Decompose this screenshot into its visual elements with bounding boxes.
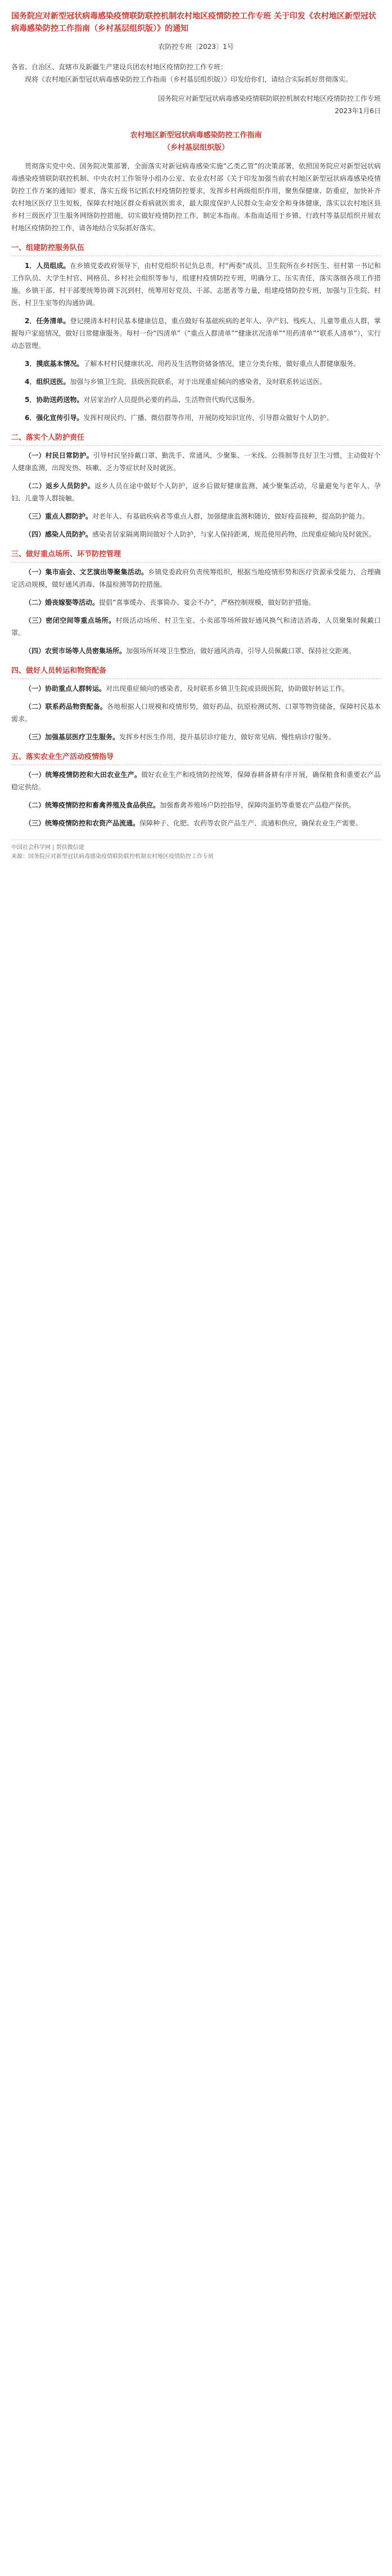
item-text: 对出现重症倾向的感染者，及时联系乡镇卫生院或县级医院，协助做好转运工作。 (106, 685, 349, 693)
notice-title: 国务院应对新型冠状病毒感染疫情联防联控机制农村地区疫情防控工作专班 关于印发《农村地区新型冠状病毒感染防控工作指南（乡村基层组织版）》的通知 (11, 12, 376, 33)
item-text: 加强与乡镇卫生院、县级医院联系，对于出现重症倾向的感染者，及时联系转运送医。 (70, 378, 327, 386)
item-lead: 4．组织送医。 (25, 378, 70, 386)
item-lead: （三）重点人群防护。 (25, 512, 93, 520)
section-item (11, 645, 381, 657)
item-text: 乡镇党委政府负责统筹组织，根据当地疫情形势和医疗资源承受能力，合理确定活动规模，做好通风消毒、体温检测等防控措施。 (11, 568, 381, 588)
footer (11, 840, 381, 861)
item-text: 返乡人员在途中做好个人防护，返乡后做好健康监测，减少聚集活动，尽量避免与老年人、孕妇、儿童等人群接触。 (11, 482, 381, 502)
item-lead: 6．强化宣传引导。 (25, 414, 84, 422)
item-lead: （三）统筹疫情防控和农资产品流通。 (25, 819, 140, 827)
section-item (11, 358, 381, 370)
section-item (11, 700, 381, 725)
section-item (11, 817, 381, 829)
section-heading: 四、做好人员转运和物资配备 (11, 665, 381, 679)
section-item (11, 412, 381, 424)
item-lead: 3．摸底基本情况。 (25, 360, 84, 368)
item-text: 发挥乡村医生作用，提升基层诊疗能力，做好常见病、慢性病诊疗服务。 (119, 733, 336, 741)
document (0, 0, 392, 869)
item-lead: 5．协助送药送物。 (25, 396, 84, 404)
item-text: 做好农业生产和疫情防控统筹，保障春耕备耕有序开展，确保粮食和重要农产品稳定供给。 (11, 771, 381, 791)
section-item (11, 260, 381, 309)
item-text: 对居家治疗人员提供必要的药品、生活物资代购代送服务。 (83, 396, 259, 404)
section-heading: 二、落实个人防护责任 (11, 432, 381, 446)
section-item (11, 799, 381, 811)
item-text: 了解本村村民健康状况、用药及生活物资储备情况，建立分类台账，做好重点人群健康服务。 (83, 360, 361, 368)
section-item (11, 528, 381, 541)
item-text: 各地根据人口规模和疫情形势，做好药品、抗原检测试剂、口罩等物资储备，保障村民基本需求。 (11, 703, 381, 723)
item-lead: （一）统筹疫情防控和大田农业生产。 (25, 771, 141, 779)
section-item (11, 596, 381, 609)
item-lead: （一）集市庙会、文艺演出等聚集活动。 (25, 568, 148, 576)
item-text: 加强畜禽养殖场户防控指导，保障肉蛋奶等重要农产品稳产保供。 (160, 801, 356, 809)
item-text: 村级活动场所、村卫生室、小卖部等场所做好通风换气和清洁消毒，人员聚集时佩戴口罩。 (11, 617, 381, 637)
section-item (11, 376, 381, 388)
section-heading: 五、落实农业生产活动疫情指导 (11, 751, 381, 765)
item-lead: 1．人员组成。 (25, 262, 70, 270)
item-lead: （四）感染人员防护。 (25, 530, 93, 538)
item-text: 提倡“喜事缓办、丧事简办、宴会不办”，严格控制规模，做好防护措施。 (99, 599, 316, 606)
section-item (11, 449, 381, 474)
item-text: 对老年人、有基础疾病者等重点人群，加强健康监测和随访，做好疫苗接种，提高防护能力。 (92, 512, 370, 520)
section-heading: 一、组建防控服务队伍 (11, 242, 381, 256)
section-heading: 三、做好重点场所、环节防控管理 (11, 548, 381, 562)
section-item (11, 566, 381, 591)
item-text: 引导村民坚持戴口罩、勤洗手、常通风、少聚集、一米线、公筷制等良好卫生习惯，主动做好个人健康监测，出现发热、咳嗽、乏力等症状时及时就医。 (11, 452, 381, 472)
section-item (11, 769, 381, 793)
item-lead: （二）返乡人员防护。 (25, 482, 95, 490)
item-lead: （二）婚丧嫁娶等活动。 (25, 599, 100, 606)
guide-intro: 贯彻落实党中央、国务院决策部署，全面落实对新冠病毒感染实施“乙类乙管”的决策部署，依照国务院应对新型冠状病毒感染疫情联防联控机制、中央农村工作领导小组办公室、农业农村部《关于印发加强当前农村地区新型冠状病毒感染疫情防控工作方案的通知》要求，落实五级书记抓农村疫情防控要求，发挥乡村两级组织作用，聚焦保健康、防重症，加快补齐农村地区医疗卫生短板，保障农村地区群众看病就医需求，最大限度保护人民群众生命安全和身体健康，落实以农村地区县乡村三级医疗卫生服务网络防控措施，切实做好疫情防控工作，制定本指南。本指南适用于乡镇、行政村等基层组织开展农村地区疫情防控工作，请各地结合实际抓好落实。 (11, 162, 381, 232)
item-lead: （三）加强基层医疗卫生服务。 (25, 733, 120, 741)
section-item (11, 394, 381, 406)
section-item (11, 315, 381, 352)
section-item (11, 480, 381, 505)
item-text: 发挥村规民约、广播、微信群等作用，开展防疫知识宣传，引导群众做好个人防护。 (83, 414, 334, 422)
section-item (11, 510, 381, 523)
item-lead: （二）联系药品物资配备。 (25, 703, 107, 711)
item-lead: （一）协助重点人群转运。 (25, 685, 106, 693)
item-text: 加强场所环境卫生整治，做好通风消毒，引导人员佩戴口罩、保持社交距离。 (126, 647, 356, 655)
item-text: 登记摸清本村村民基本健康信息，重点做好有基础疾病的老年人、孕产妇、残疾人、儿童等重点人群，掌握每户家庭情况，做好日常健康服务。每村一份“四清单”（“重点人群清单”“健康状况清单”“用药清单”“联系人清单”），实行动态管理。 (11, 317, 381, 350)
section-item (11, 614, 381, 639)
guide-title: 农村地区新型冠状病毒感染防控工作指南 (130, 131, 262, 140)
notice-body: 现将《农村地区新型冠状病毒感染防控工作指南（乡村基层组织版）》印发给你们，请结合实际抓好贯彻落实。 (25, 75, 353, 83)
footer-line2: 来源：国务院应对新型冠状病毒感染疫情联防联控机制农村地区疫情防控工作专班 (11, 854, 214, 860)
signature: 国务院应对新型冠状病毒感染疫情联防联控机制农村地区疫情防控工作专班 (157, 95, 381, 102)
item-lead: （三）密闭空间等重点场所。 (25, 617, 116, 624)
footer-line1: 中国社会科学网 | 帮扶微信建 (11, 845, 84, 851)
sections (11, 242, 381, 829)
item-text: 在乡镇党委政府领导下，由村党组织书记负总责，村“两委”成员、卫生院所在乡村医生、驻村第一书记和工作队员、大学生村官、网格员、乡村社会组织等参与，组建村疫情防控专班，明确分工、压实责任，落实落细各项工作措施。乡镇干部、村干部要统筹协调下沉到村，统筹用好党员、干部、志愿者等力量，组建疫情防控专班，加强与卫生院、村医、村卫生室等的沟通协调。 (11, 262, 381, 307)
item-lead: （一）村民日常防护。 (25, 452, 93, 459)
date: 2023年1月6日 (335, 107, 381, 115)
item-lead: 2．任务清单。 (25, 317, 70, 325)
section-item (11, 731, 381, 743)
section-item (11, 682, 381, 695)
greeting: 各省、自治区、直辖市及新疆生产建设兵团农村地区疫情防控工作专班： (11, 63, 228, 71)
item-lead: （四）农贸市场等人员密集场所。 (25, 647, 127, 655)
item-lead: （二）统筹疫情防控和畜禽养殖及食品供应。 (25, 801, 160, 809)
item-text: 保障种子、化肥、农药等农资产品生产、流通和供应，确保农业生产需要。 (139, 819, 363, 827)
item-text: 感染者居家隔离期间做好个人防护，与家人保持距离，规范使用药物，出现重症倾向及时就医。 (92, 530, 376, 538)
doc-number: 农防控专班〔2023〕1号 (158, 43, 234, 51)
guide-subtitle: （乡村基层组织版） (163, 144, 229, 152)
